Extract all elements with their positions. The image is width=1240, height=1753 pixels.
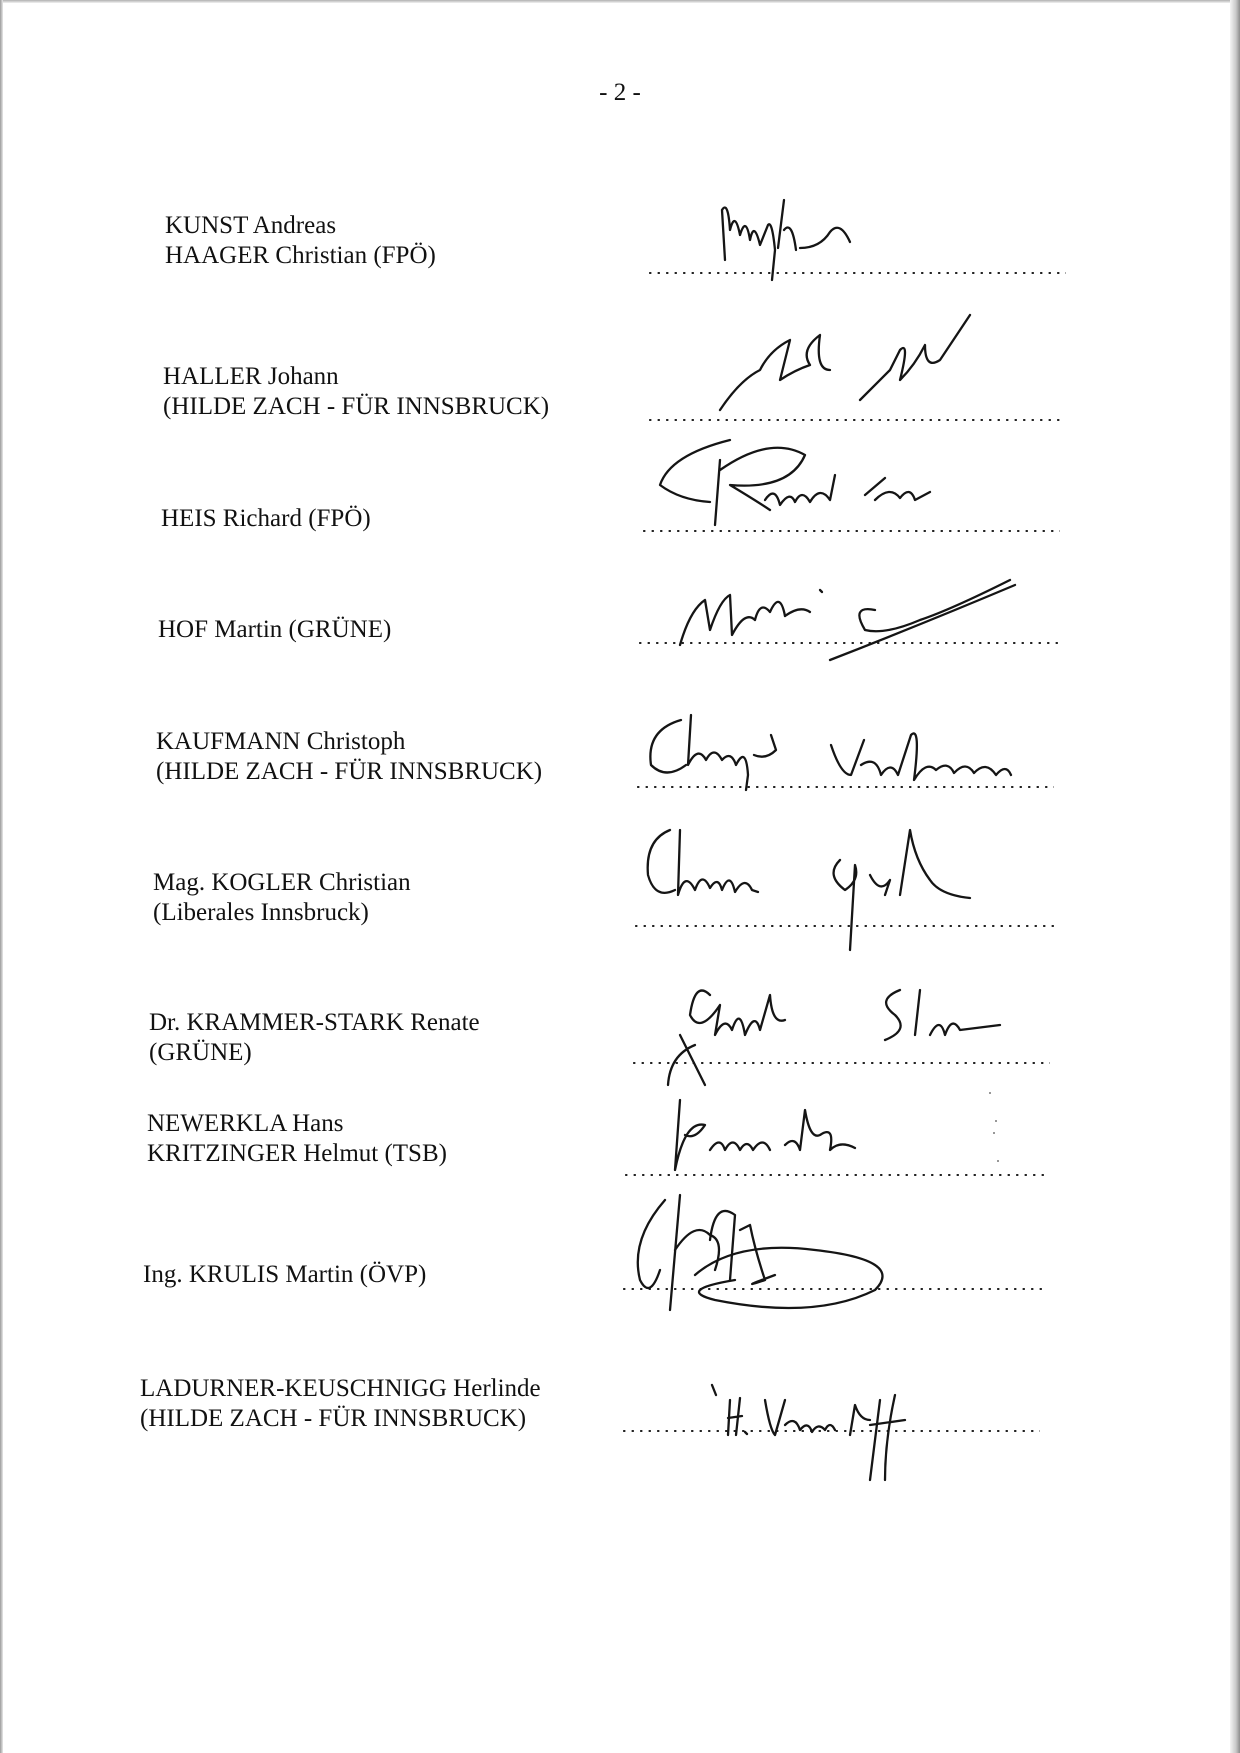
- signatory-name-line: (HILDE ZACH - FÜR INNSBRUCK): [163, 393, 550, 420]
- signature-mark: [660, 550, 1030, 680]
- signatory-name-line: HEIS Richard (FPÖ): [161, 505, 371, 532]
- signatory-name-line: KUNST Andreas: [165, 212, 337, 239]
- signatory-name-block: [149, 1008, 480, 1068]
- signatory-name-line: Mag. KOGLER Christian: [153, 869, 411, 896]
- signature-mark: [615, 1180, 935, 1320]
- signature-mark: [700, 1380, 960, 1490]
- signatory-name-block: [143, 1260, 426, 1290]
- signatory-name-line: HALLER Johann: [163, 363, 339, 390]
- signature-mark: [680, 190, 910, 300]
- scan-edge-left: [0, 0, 3, 1753]
- signatory-name-block: [161, 504, 371, 534]
- signatory-name-block: [153, 868, 411, 928]
- signatory-name-line: (HILDE ZACH - FÜR INNSBRUCK): [156, 758, 543, 785]
- scan-specks: [985, 1090, 1005, 1170]
- signatory-name-line: KAUFMANN Christoph: [156, 728, 406, 755]
- page-number: - 2 -: [599, 79, 641, 106]
- signature-mark: [640, 820, 980, 960]
- signatory-name-block: [163, 362, 549, 422]
- signatory-name-line: (HILDE ZACH - FÜR INNSBRUCK): [140, 1405, 527, 1432]
- signatory-name-block: [165, 211, 436, 271]
- scan-edge-top: [0, 0, 1240, 3]
- signature-mark: [655, 1090, 915, 1190]
- signatory-name-line: (GRÜNE): [149, 1039, 252, 1066]
- signature-mark: [650, 430, 980, 540]
- signatory-name-line: (Liberales Innsbruck): [153, 899, 369, 926]
- signatory-name-line: KRITZINGER Helmut (TSB): [147, 1140, 447, 1167]
- scan-edge-right: [1230, 0, 1240, 1753]
- signatory-name-line: NEWERKLA Hans: [147, 1110, 344, 1137]
- signatory-name-line: LADURNER-KEUSCHNIGG Herlinde: [140, 1375, 541, 1402]
- signatory-name-block: [158, 615, 391, 645]
- signatory-name-line: Ing. KRULIS Martin (ÖVP): [143, 1261, 427, 1288]
- signature-mark: [660, 975, 1030, 1095]
- signatory-name-block: [140, 1374, 541, 1434]
- signatory-name-block: [147, 1109, 447, 1169]
- signature-mark: [636, 705, 1056, 795]
- signatory-name-block: [156, 727, 542, 787]
- signatory-name-line: HOF Martin (GRÜNE): [158, 616, 392, 643]
- signatory-name-line: Dr. KRAMMER-STARK Renate: [149, 1009, 480, 1036]
- signatory-name-line: HAAGER Christian (FPÖ): [165, 242, 436, 269]
- signature-mark: [700, 310, 980, 420]
